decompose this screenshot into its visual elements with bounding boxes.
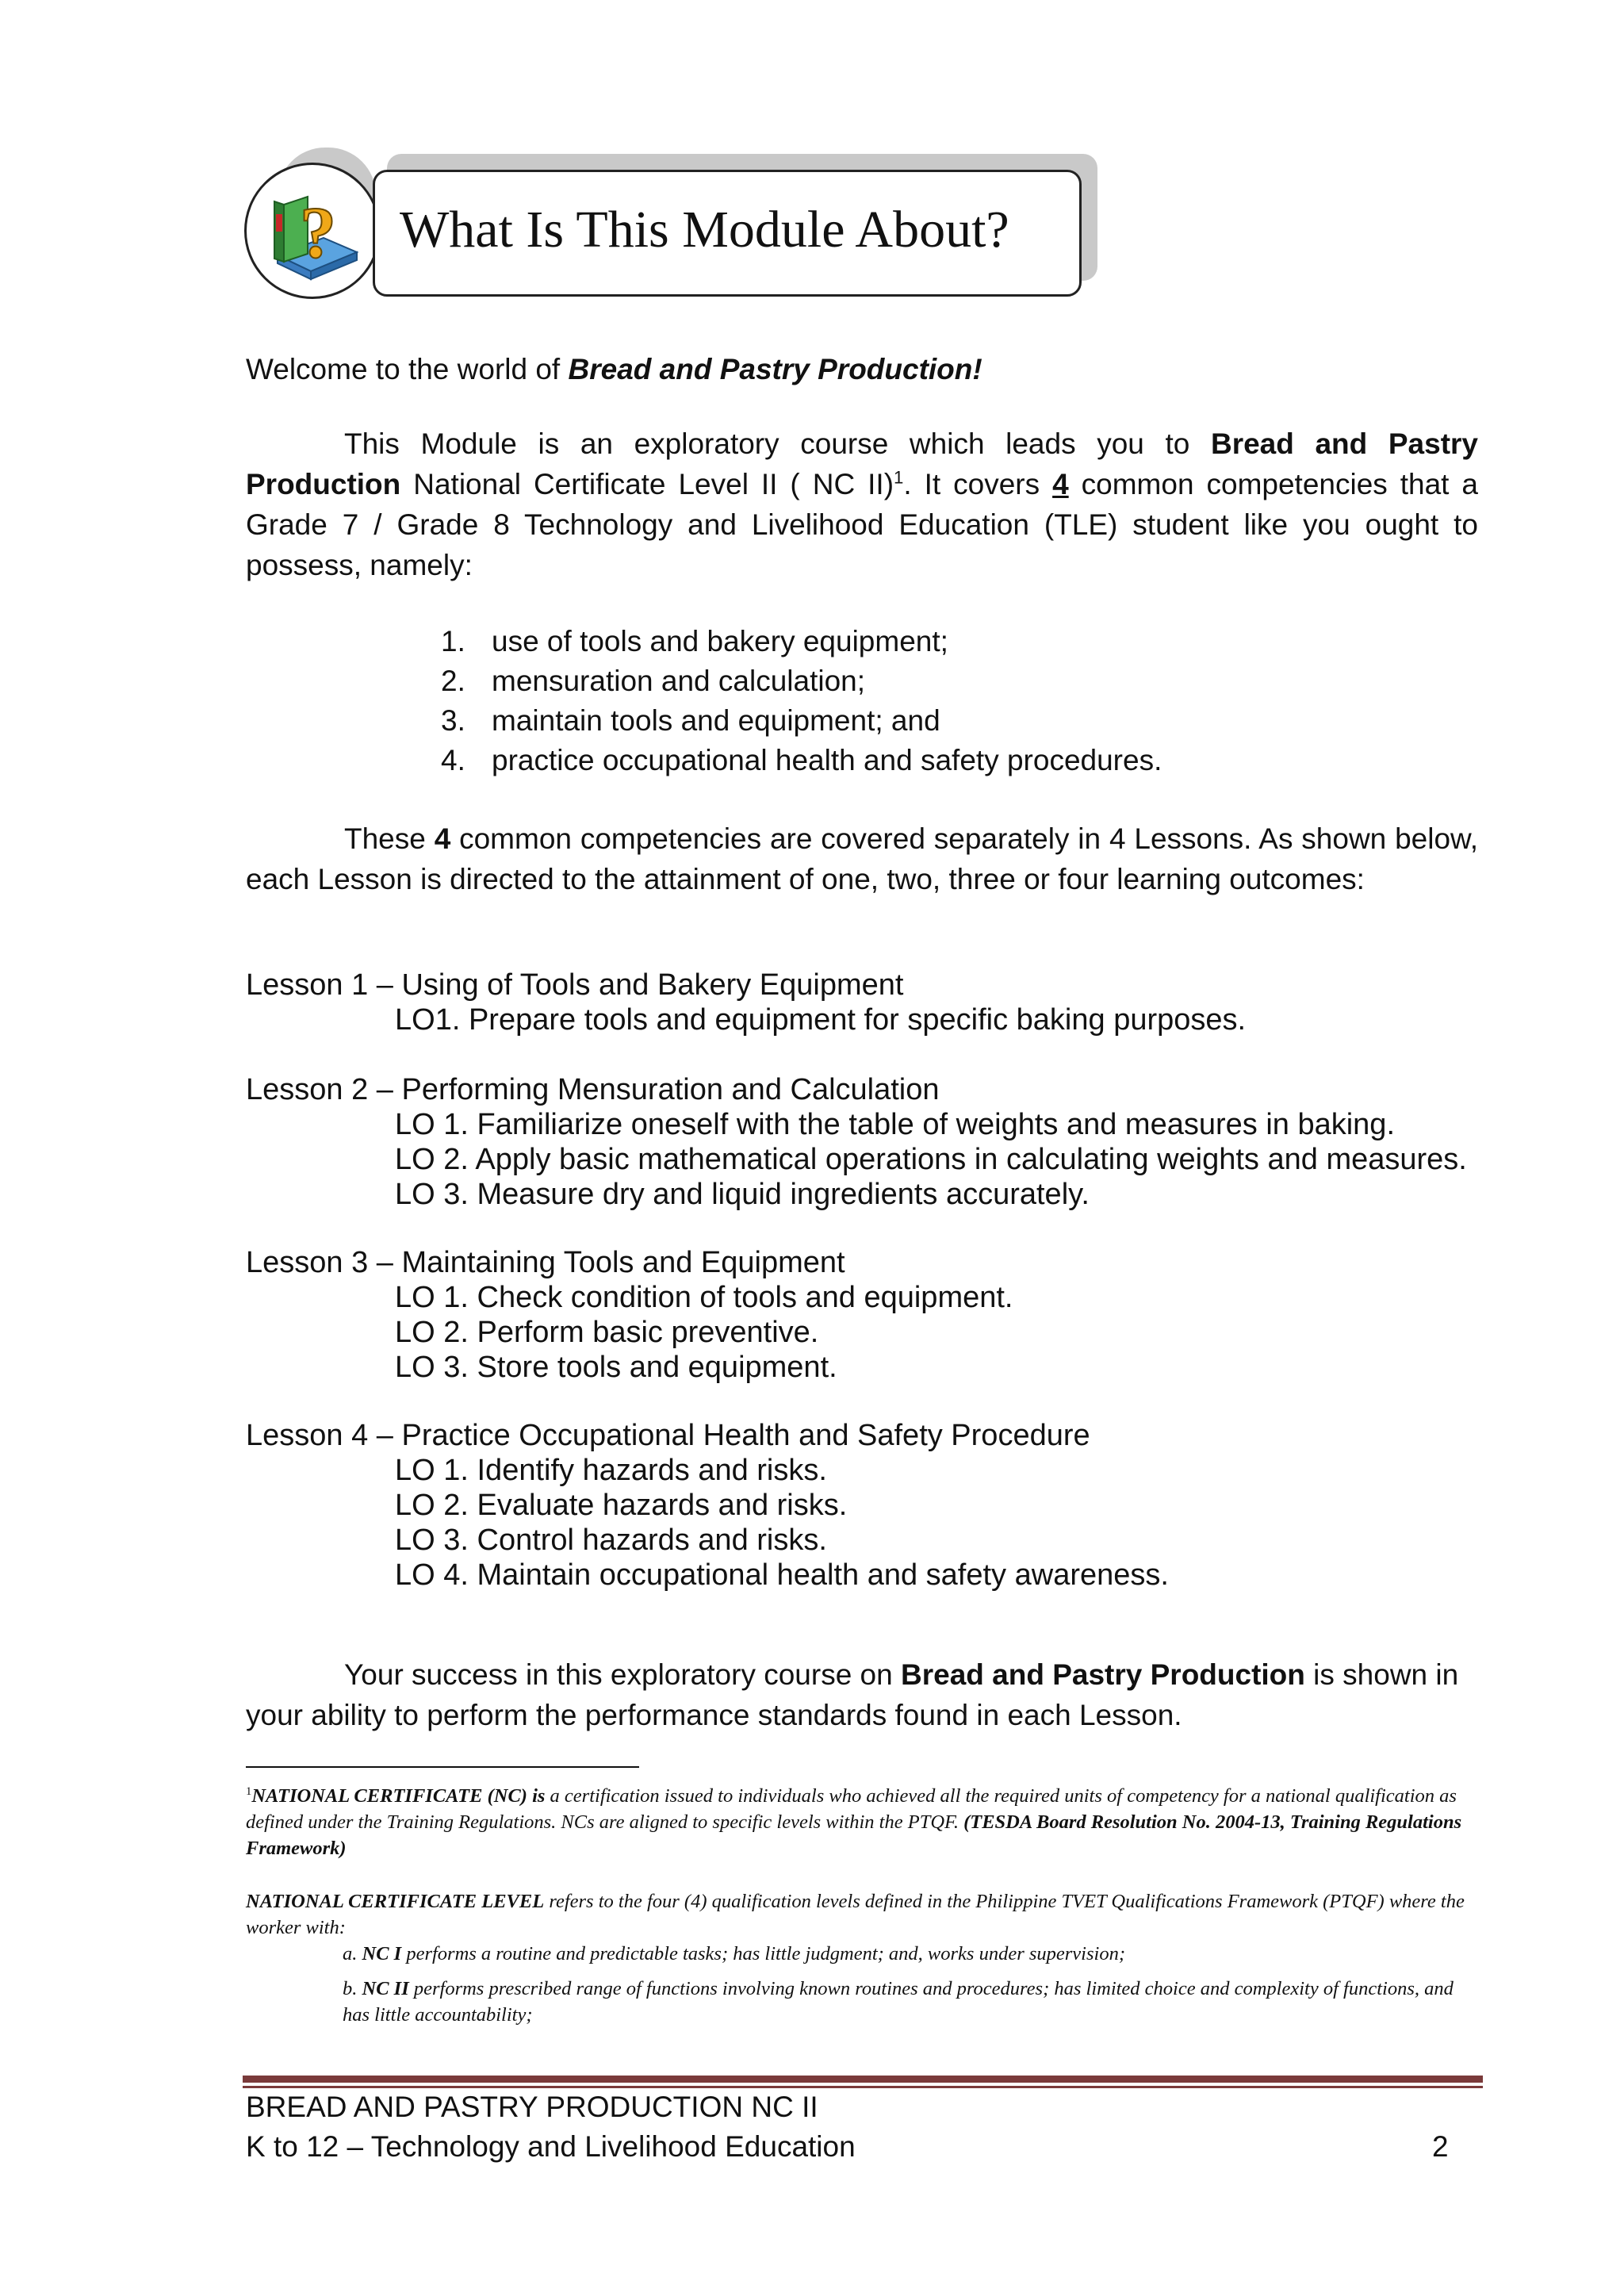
para1-text-3: . It covers bbox=[903, 468, 1053, 500]
para1-text-1: This Module is an exploratory course which leads you to bbox=[344, 427, 1211, 460]
footnote-divider bbox=[246, 1766, 639, 1768]
list-item bbox=[441, 701, 1162, 741]
footnote-ref: 1 bbox=[894, 467, 904, 488]
learning-outcome: LO 2. Apply basic mathematical operations in calculating weights and measures. bbox=[395, 1143, 1467, 1176]
footnote1-term: NATIONAL CERTIFICATE (NC) is bbox=[251, 1785, 546, 1807]
learning-outcome: LO 3. Control hazards and risks. bbox=[395, 1524, 827, 1557]
lesson-title: Lesson 3 – Maintaining Tools and Equipment bbox=[246, 1246, 845, 1279]
page-number: 2 bbox=[1432, 2130, 1449, 2163]
learning-outcome: LO 1. Check condition of tools and equipment. bbox=[395, 1281, 1013, 1314]
list-text: maintain tools and equipment; and bbox=[492, 704, 940, 737]
book-question-icon bbox=[268, 182, 363, 286]
paragraph-module-description bbox=[246, 424, 1478, 585]
footnote-level-nc2 bbox=[343, 1976, 1477, 2028]
footnote2-text: refers to the four (4) qualification levels defined in the Philippine TVET Qualifications Framework (PTQF) where the worker with: bbox=[246, 1891, 1465, 1938]
footnote-item-prefix: a. bbox=[343, 1943, 362, 1964]
list-item bbox=[441, 741, 1162, 780]
footnote1-text: a certification issued to individuals who achieved all the required units of competency for a national qualification as defined under the Training Regulations. NCs are aligned to specific levels within the PTQF. bbox=[246, 1785, 1457, 1833]
learning-outcome: LO 3. Store tools and equipment. bbox=[395, 1351, 837, 1384]
learning-outcome: LO 2. Perform basic preventive. bbox=[395, 1316, 819, 1349]
footnote-item-term: NC II bbox=[362, 1978, 409, 1999]
learning-outcome: LO 1. Familiarize oneself with the table of weights and measures in baking. bbox=[395, 1108, 1395, 1141]
list-number: 3. bbox=[441, 704, 465, 737]
paragraph-lessons-intro bbox=[246, 818, 1478, 899]
list-item bbox=[441, 622, 1162, 661]
intro-line bbox=[246, 349, 1478, 389]
para3-text-1: Your success in this exploratory course on bbox=[344, 1658, 901, 1691]
footnote-item-prefix: b. bbox=[343, 1978, 362, 1999]
learning-outcome: LO 4. Maintain occupational health and safety awareness. bbox=[395, 1558, 1169, 1592]
lesson-title: Lesson 1 – Using of Tools and Bakery Equipment bbox=[246, 968, 904, 1002]
footnote1-source: (TESDA Board Resolution No. 2004-13, Training Regulations Framework) bbox=[246, 1811, 1462, 1859]
lesson-count: 4 bbox=[434, 822, 451, 855]
footnote-item-term: NC I bbox=[362, 1943, 402, 1964]
para2-text-2: common competencies are covered separately in 4 Lessons. As shown below, each Lesson is directed to the attainment of one, two, three or four learning outcomes: bbox=[246, 822, 1478, 895]
para3-bold-title: Bread and Pastry Production bbox=[901, 1658, 1305, 1691]
footnote2-term: NATIONAL CERTIFICATE LEVEL bbox=[246, 1891, 545, 1912]
list-text: mensuration and calculation; bbox=[492, 665, 866, 697]
intro-prefix: Welcome to the world of bbox=[246, 353, 569, 385]
para1-text-2: National Certificate Level II ( NC II) bbox=[400, 468, 894, 500]
footnote-marker: 1 bbox=[246, 1784, 252, 1798]
footer-course-title: BREAD AND PASTRY PRODUCTION NC II bbox=[246, 2091, 818, 2123]
lesson-title: Lesson 4 – Practice Occupational Health and Safety Procedure bbox=[246, 1419, 1090, 1452]
footnote-item-text: performs prescribed range of functions involving known routines and procedures; has limited choice and complexity of functions, and has little accountability; bbox=[343, 1978, 1454, 2026]
footnote-level-nc1 bbox=[343, 1941, 1477, 1967]
learning-outcome: LO 3. Measure dry and liquid ingredients accurately. bbox=[395, 1178, 1090, 1211]
list-number: 2. bbox=[441, 665, 465, 697]
footnote-certificate-level bbox=[246, 1888, 1475, 1941]
learning-outcome: LO 2. Evaluate hazards and risks. bbox=[395, 1489, 848, 1522]
lesson-block bbox=[246, 1245, 1013, 1385]
list-number: 1. bbox=[441, 625, 465, 657]
page-title: What Is This Module About? bbox=[400, 201, 1009, 259]
para1-bold-title: Bread and Pastry Production bbox=[246, 427, 1478, 500]
intro-emphasis: Bread and Pastry Production! bbox=[568, 353, 982, 385]
learning-outcome: LO 1. Identify hazards and risks. bbox=[395, 1454, 827, 1487]
learning-outcome: LO1. Prepare tools and equipment for specific baking purposes. bbox=[395, 1003, 1247, 1037]
list-text: use of tools and bakery equipment; bbox=[492, 625, 948, 657]
lesson-block bbox=[246, 1072, 1467, 1212]
lesson-block bbox=[246, 1418, 1169, 1593]
list-number: 4. bbox=[441, 744, 465, 776]
list-item bbox=[441, 661, 1162, 701]
list-text: practice occupational health and safety procedures. bbox=[492, 744, 1162, 776]
footer-program-title: K to 12 – Technology and Livelihood Education bbox=[246, 2130, 856, 2163]
lesson-title: Lesson 2 – Performing Mensuration and Calculation bbox=[246, 1073, 940, 1106]
lesson-block bbox=[246, 968, 1246, 1037]
para1-text-4: common competencies that a Grade 7 / Grade 8 Technology and Livelihood Education (TLE) student like you ought to possess, namely: bbox=[246, 468, 1479, 581]
competency-count: 4 bbox=[1052, 468, 1069, 500]
para3-text-2: is shown in your ability to perform the performance standards found in each Lesson. bbox=[246, 1658, 1459, 1731]
footer-rule-thick bbox=[243, 2076, 1483, 2083]
svg-text:?: ? bbox=[300, 192, 336, 273]
paragraph-success bbox=[246, 1654, 1478, 1735]
footnote-national-certificate bbox=[246, 1783, 1475, 1861]
footnote-item-text: performs a routine and predictable tasks; has little judgment; and, works under supervision; bbox=[401, 1943, 1125, 1964]
para2-text-1: These bbox=[344, 822, 435, 855]
competency-list bbox=[441, 622, 1162, 780]
